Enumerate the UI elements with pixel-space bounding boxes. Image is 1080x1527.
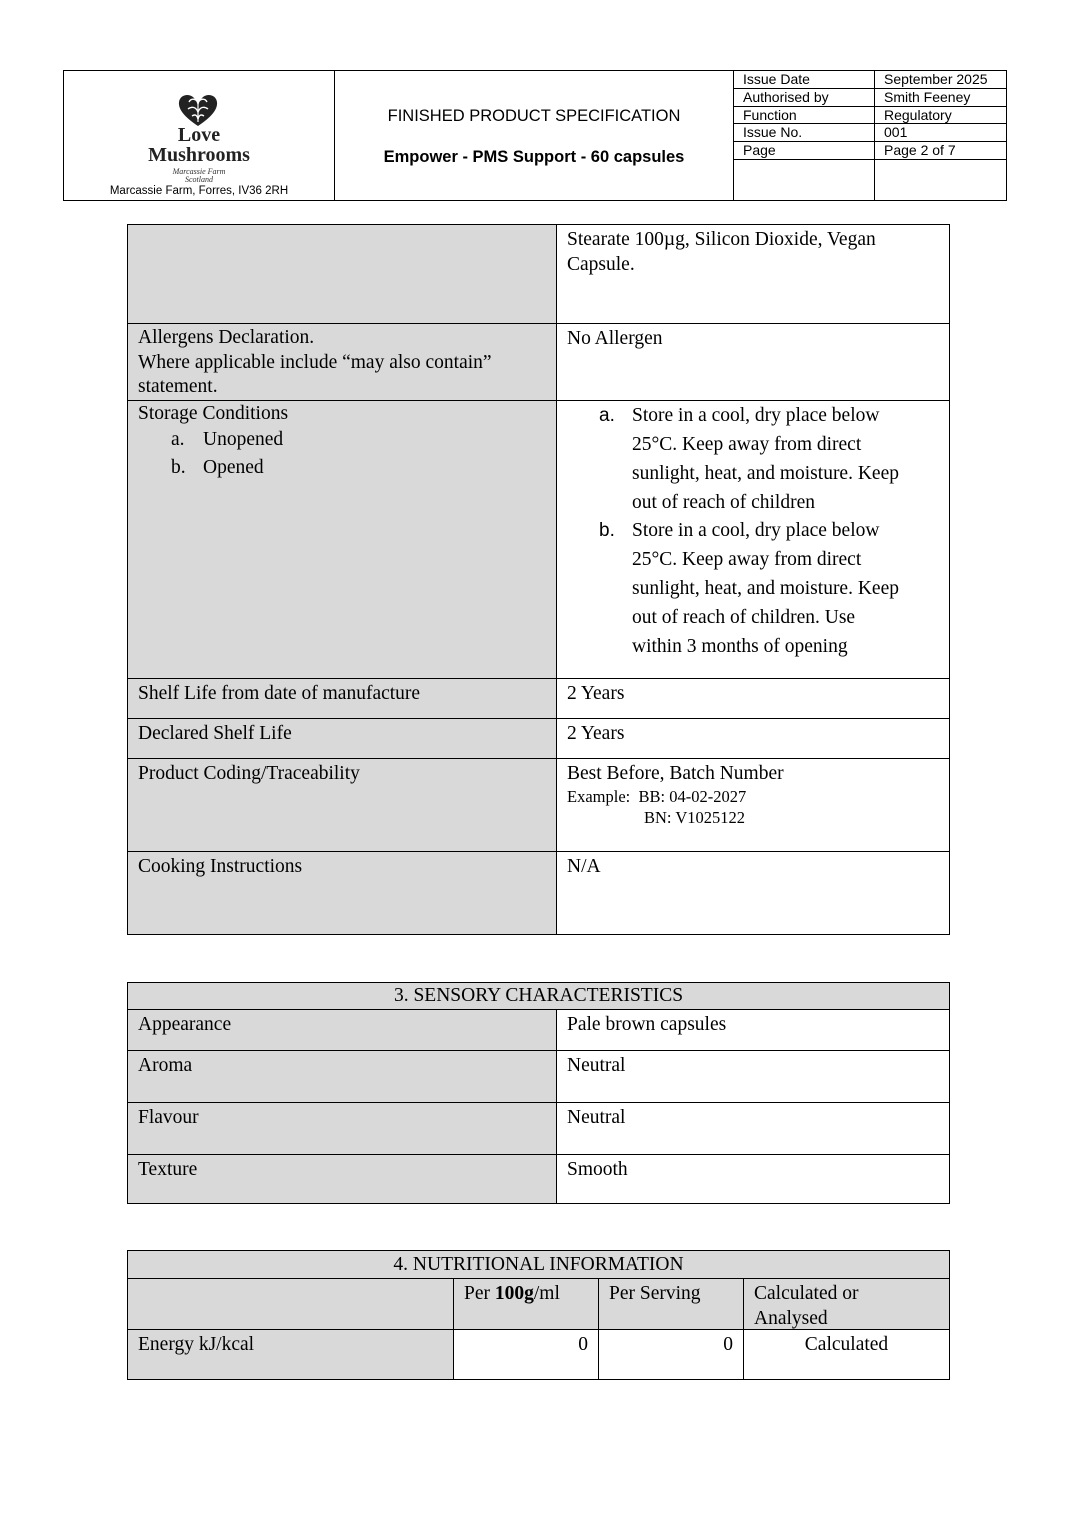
sensory-row-label: Texture — [128, 1154, 556, 1203]
allergens-value-cell — [556, 323, 949, 400]
storage-a-line: Store in a cool, dry place below — [632, 405, 880, 426]
meta-row-function — [734, 107, 1006, 124]
cooking-value: N/A — [567, 856, 601, 877]
sensory-row-label: Appearance — [128, 1009, 556, 1050]
declared-value-cell — [556, 718, 949, 758]
sensory-row-value: Neutral — [556, 1050, 949, 1102]
meta-value: Smith Feeney — [884, 89, 971, 105]
logo-block — [64, 71, 335, 200]
sensory-title: 3. SENSORY CHARACTERISTICS — [128, 983, 949, 1009]
meta-key: Issue No. — [743, 124, 803, 140]
storage-value-marker-a: a. — [599, 405, 615, 426]
mushroom-heart-logo-icon — [176, 92, 220, 128]
nutrition-col-per100 — [453, 1278, 598, 1329]
sensory-row-label: Flavour — [128, 1102, 556, 1154]
ingredients-line-1: Stearate 100µg, Silicon Dioxide, Vegan — [567, 229, 876, 250]
declared-label-cell — [128, 718, 556, 758]
allergens-label-line-1: Allergens Declaration. — [138, 327, 315, 348]
doc-type-title: FINISHED PRODUCT SPECIFICATION — [387, 107, 681, 125]
cooking-label-cell — [128, 851, 556, 934]
coding-label-cell — [128, 758, 556, 851]
sensory-row-value: Pale brown capsules — [556, 1009, 949, 1050]
coding-value-cell — [556, 758, 949, 851]
logo-sub-country: Scotland — [185, 175, 213, 184]
sensory-row-value: Neutral — [556, 1102, 949, 1154]
storage-b-line: sunlight, heat, and moisture. Keep — [632, 578, 899, 599]
storage-value-a — [632, 401, 950, 517]
nutrition-header-empty — [128, 1278, 453, 1329]
storage-value-b — [632, 516, 950, 661]
coding-example-2: BN: V1025122 — [644, 808, 745, 827]
shelf-life-label: Shelf Life from date of manufacture — [138, 683, 421, 704]
logo-love: Love — [177, 124, 221, 146]
meta-value: Page 2 of 7 — [884, 142, 956, 158]
storage-a-line: sunlight, heat, and moisture. Keep — [632, 463, 899, 484]
nutrition-title: 4. NUTRITIONAL INFORMATION — [128, 1251, 949, 1278]
per100-unit: 100g — [494, 1283, 534, 1304]
storage-a-line: out of reach of children — [632, 492, 816, 513]
header-address: Marcassie Farm, Forres, IV36 2RH — [109, 185, 289, 197]
shelf-life-value-cell — [556, 678, 949, 718]
storage-a-line: 25°C. Keep away from direct — [632, 434, 862, 455]
allergens-value: No Allergen — [567, 328, 663, 349]
header-title-block — [335, 71, 734, 200]
spec-table — [127, 224, 950, 935]
meta-row-authorised-by — [734, 89, 1006, 106]
storage-b-line: 25°C. Keep away from direct — [632, 549, 862, 570]
nutrition-row-label: Energy kJ/kcal — [128, 1329, 453, 1379]
meta-row-issue-date — [734, 71, 1006, 88]
meta-key: Authorised by — [743, 89, 829, 105]
logo-sub-farm: Marcassie Farm — [172, 167, 226, 176]
storage-label: Storage Conditions — [138, 403, 289, 424]
cooking-value-cell — [556, 851, 949, 934]
declared-value: 2 Years — [567, 723, 625, 744]
storage-value-marker-b: b. — [599, 520, 615, 541]
sensory-row-label: Aroma — [128, 1050, 556, 1102]
storage-b-line: within 3 months of opening — [632, 636, 848, 657]
document-header — [63, 70, 1007, 201]
ingredients-line-2: Capsule. — [567, 254, 635, 275]
meta-value: Regulatory — [884, 107, 952, 123]
per100-suffix: /ml — [533, 1283, 560, 1304]
nutrition-row-per100: 0 — [453, 1329, 598, 1379]
meta-key: Page — [743, 142, 776, 158]
coding-example-1: Example: BB: 04-02-2027 — [567, 787, 747, 806]
nutrition-table — [127, 1250, 950, 1380]
storage-b-line: Store in a cool, dry place below — [632, 520, 880, 541]
sensory-table — [127, 982, 950, 1204]
shelf-life-value: 2 Years — [567, 683, 625, 704]
meta-row-issue-no — [734, 124, 1006, 141]
meta-key: Issue Date — [743, 71, 810, 87]
nutrition-row-calc: Calculated — [743, 1329, 949, 1379]
storage-option-opened: Opened — [203, 457, 264, 478]
allergens-label-line-3: statement. — [138, 376, 218, 397]
product-title: Empower - PMS Support - 60 capsules — [383, 148, 685, 166]
logo-mushrooms: Mushrooms — [148, 144, 250, 166]
storage-b-line: out of reach of children. Use — [632, 607, 856, 628]
meta-key: Function — [743, 107, 797, 123]
storage-option-unopened: Unopened — [203, 429, 284, 450]
meta-value: September 2025 — [884, 71, 988, 87]
storage-label-cell — [128, 400, 556, 678]
declared-label: Declared Shelf Life — [138, 723, 292, 744]
calc-header-line-2: Analysed — [754, 1308, 828, 1329]
cooking-label: Cooking Instructions — [138, 856, 303, 877]
calc-header-line-1: Calculated or — [754, 1283, 859, 1304]
coding-value: Best Before, Batch Number — [567, 763, 784, 784]
storage-value-cell — [556, 400, 949, 678]
nutrition-col-calc — [743, 1278, 949, 1329]
per100-prefix: Per — [464, 1283, 495, 1304]
ingredients-value-cell — [556, 225, 949, 323]
coding-label: Product Coding/Traceability — [138, 763, 360, 784]
allergens-label-cell — [128, 323, 556, 400]
nutrition-col-serving: Per Serving — [598, 1278, 743, 1329]
header-meta-table — [734, 71, 1006, 200]
nutrition-row-serving: 0 — [598, 1329, 743, 1379]
storage-marker-a: a. — [171, 429, 185, 450]
storage-marker-b: b. — [171, 457, 186, 478]
meta-row-page — [734, 142, 1006, 159]
allergens-label-line-2: Where applicable include “may also contain” — [138, 351, 492, 373]
ingredients-label-cell — [128, 225, 556, 323]
shelf-life-label-cell — [128, 678, 556, 718]
meta-value: 001 — [884, 124, 908, 140]
sensory-row-value: Smooth — [556, 1154, 949, 1203]
